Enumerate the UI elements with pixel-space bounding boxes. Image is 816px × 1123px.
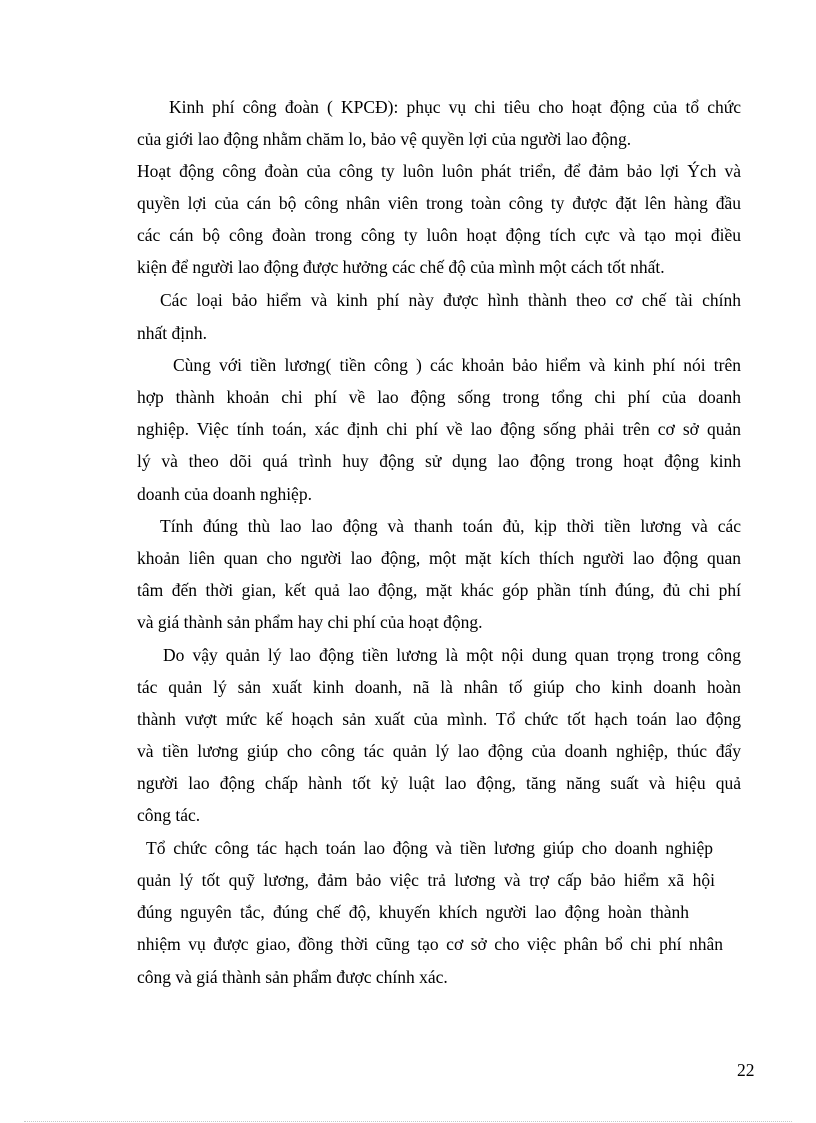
text-line: nhất định. (137, 323, 207, 343)
page-bottom-divider (24, 1121, 792, 1122)
text-line: lý và theo dõi quá trình huy động sử dụng lao động trong hoạt động kinh (137, 451, 741, 471)
text-line: các cán bộ công đoàn trong công ty luôn hoạt động tích cực và tạo mọi điều (137, 225, 741, 245)
text-line: công tác. (137, 805, 201, 825)
text-line: Do vậy quản lý lao động tiền lương là một nội dung quan trọng trong công (163, 645, 741, 665)
text-line: thành vượt mức kế hoạch sản xuất của mình. Tổ chức tốt hạch toán lao động (137, 709, 741, 729)
text-line: hợp thành khoản chi phí về lao động sống trong tổng chi phí của doanh (137, 387, 741, 407)
text-line: doanh của doanh nghiệp. (137, 484, 312, 504)
text-line: đúng nguyên tắc, đúng chế độ, khuyến khích người lao động hoàn thành (137, 902, 689, 922)
text-line: tác quản lý sản xuất kinh doanh, nã là nhân tố giúp cho kinh doanh hoàn (137, 677, 741, 697)
text-line: và giá thành sản phẩm hay chi phí của hoạt động. (137, 612, 483, 632)
text-line: quyền lợi của cán bộ công nhân viên trong toàn công ty được đặt lên hàng đầu (137, 193, 741, 213)
text-line: tâm đến thời gian, kết quả lao động, mặt khác góp phần tính đúng, đủ chi phí (137, 580, 741, 600)
text-line: nhiệm vụ được giao, đồng thời cũng tạo cơ sở cho việc phân bổ chi phí nhân (137, 934, 723, 954)
text-line: Cùng với tiền lương( tiền công ) các khoản bảo hiểm và kinh phí nói trên (173, 355, 741, 375)
page-number: 22 (737, 1060, 755, 1080)
text-line: công và giá thành sản phẩm được chính xác. (137, 967, 448, 987)
text-line: người lao động chấp hành tốt kỷ luật lao động, tăng năng suất và hiệu quả (137, 773, 741, 793)
text-line: kiện để người lao động được hưởng các chế độ của mình một cách tốt nhất. (137, 257, 665, 277)
text-line: của giới lao động nhằm chăm lo, bảo vệ quyền lợi của người lao động. (137, 129, 632, 149)
text-line: và tiền lương giúp cho công tác quản lý lao động của doanh nghiệp, thúc đẩy (137, 741, 741, 761)
text-line: Tổ chức công tác hạch toán lao động và tiền lương giúp cho doanh nghiệp (146, 838, 713, 858)
text-line: khoản liên quan cho người lao động, một mặt kích thích người lao động quan (137, 548, 741, 568)
text-line: quản lý tốt quỹ lương, đảm bảo việc trả lương và trợ cấp bảo hiểm xã hội (137, 870, 715, 890)
text-line: Kinh phí công đoàn ( KPCĐ): phục vụ chi tiêu cho hoạt động của tổ chức (169, 97, 741, 117)
text-line: nghiệp. Việc tính toán, xác định chi phí về lao động sống phải trên cơ sở quản (137, 419, 741, 439)
text-line: Các loại bảo hiểm và kinh phí này được hình thành theo cơ chế tài chính (160, 290, 741, 310)
text-line: Hoạt động công đoàn của công ty luôn luôn phát triển, để đảm bảo lợi Ých và (137, 161, 741, 181)
text-line: Tính đúng thù lao lao động và thanh toán đủ, kịp thời tiền lương và các (160, 516, 741, 536)
